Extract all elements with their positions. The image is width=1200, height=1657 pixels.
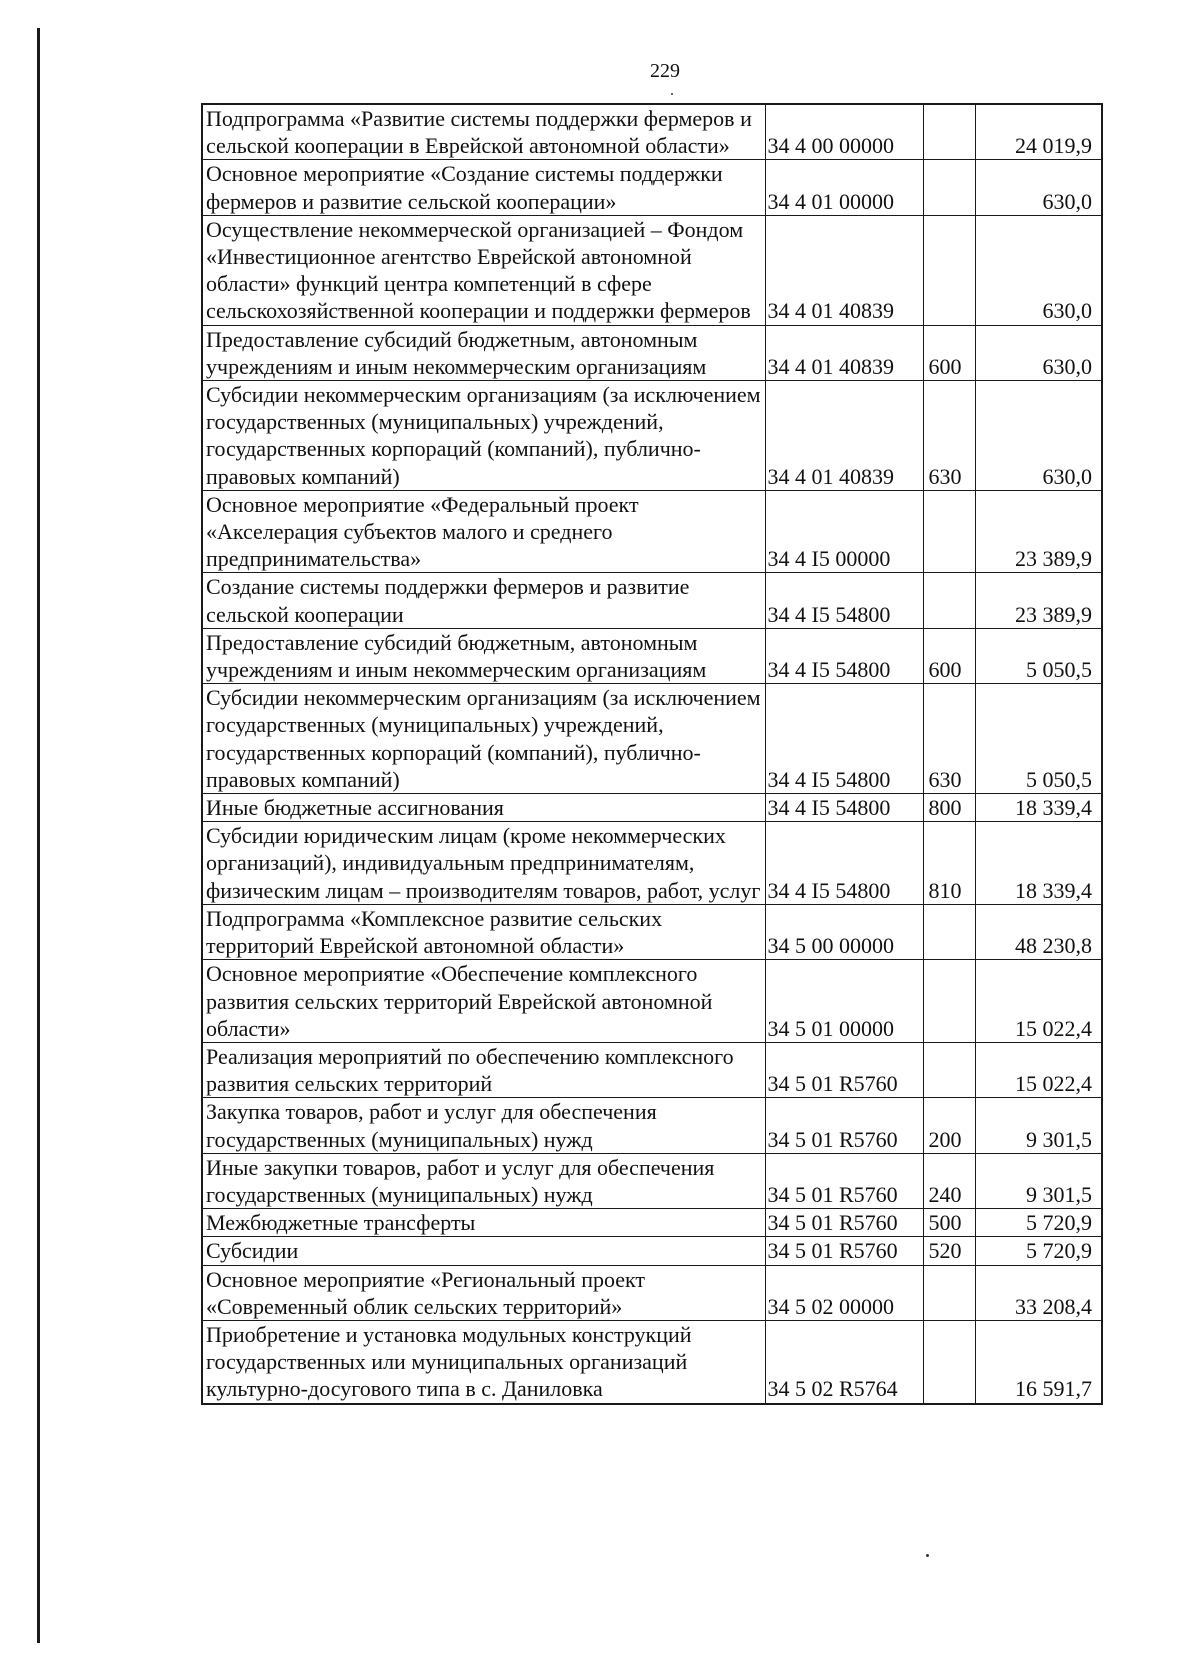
row-code: 34 4 01 40839	[765, 381, 923, 491]
row-name: Иные закупки товаров, работ и услуг для обеспечения государственных (муниципальных) нужд	[202, 1153, 765, 1208]
row-code: 34 5 01 R5760	[765, 1153, 923, 1208]
row-code: 34 4 I5 54800	[765, 822, 923, 905]
row-type	[923, 960, 975, 1043]
row-type	[923, 573, 975, 628]
row-type: 500	[923, 1209, 975, 1237]
row-code: 34 4 I5 00000	[765, 490, 923, 573]
row-code: 34 5 01 R5760	[765, 1209, 923, 1237]
row-type	[923, 1042, 975, 1097]
row-code: 34 5 00 00000	[765, 904, 923, 959]
row-type: 200	[923, 1098, 975, 1153]
row-name: Предоставление субсидий бюджетным, автономным учреждениям и иным некоммерческим организациям	[202, 325, 765, 380]
table-row	[202, 822, 1102, 905]
row-type	[923, 1320, 975, 1403]
table-row	[202, 628, 1102, 683]
table-row	[202, 1042, 1102, 1097]
table-row	[202, 794, 1102, 822]
row-type	[923, 904, 975, 959]
table-row	[202, 160, 1102, 215]
table-row	[202, 960, 1102, 1043]
row-amount: 15 022,4	[975, 960, 1102, 1043]
row-name: Основное мероприятие «Создание системы поддержки фермеров и развитие сельской кооперации»	[202, 160, 765, 215]
row-code: 34 4 01 00000	[765, 160, 923, 215]
table-row	[202, 904, 1102, 959]
row-amount: 15 022,4	[975, 1042, 1102, 1097]
row-amount: 9 301,5	[975, 1098, 1102, 1153]
row-name: Осуществление некоммерческой организацией – Фондом «Инвестиционное агентство Еврейской автономной области» функций центра компетенций в сфере сельскохозяйственной кооперации и поддержки фермеров	[202, 215, 765, 325]
scan-speck	[926, 1554, 929, 1557]
row-code: 34 4 I5 54800	[765, 794, 923, 822]
row-amount: 5 050,5	[975, 628, 1102, 683]
row-type	[923, 490, 975, 573]
row-name: Приобретение и установка модульных конструкций государственных или муниципальных организаций культурно-досугового типа в с. Даниловка	[202, 1320, 765, 1403]
table-row	[202, 1209, 1102, 1237]
page-number: 229	[650, 60, 680, 82]
table-row	[202, 104, 1102, 160]
table-row	[202, 1153, 1102, 1208]
row-code: 34 5 01 R5760	[765, 1098, 923, 1153]
row-code: 34 4 01 40839	[765, 325, 923, 380]
row-amount: 630,0	[975, 381, 1102, 491]
row-amount: 630,0	[975, 160, 1102, 215]
row-type: 240	[923, 1153, 975, 1208]
row-type	[923, 104, 975, 160]
row-name: Создание системы поддержки фермеров и развитие сельской кооперации	[202, 573, 765, 628]
row-name: Основное мероприятие «Федеральный проект «Акселерация субъектов малого и среднего предпринимательства»	[202, 490, 765, 573]
table-row	[202, 381, 1102, 491]
row-name: Основное мероприятие «Региональный проект «Современный облик сельских территорий»	[202, 1265, 765, 1320]
row-type: 630	[923, 684, 975, 794]
row-code: 34 5 01 00000	[765, 960, 923, 1043]
table-row	[202, 490, 1102, 573]
row-type	[923, 160, 975, 215]
row-code: 34 4 I5 54800	[765, 684, 923, 794]
row-name: Подпрограмма «Развитие системы поддержки фермеров и сельской кооперации в Еврейской автономной области»	[202, 104, 765, 160]
row-name: Предоставление субсидий бюджетным, автономным учреждениям и иным некоммерческим организациям	[202, 628, 765, 683]
table-row	[202, 325, 1102, 380]
row-amount: 630,0	[975, 325, 1102, 380]
table-row	[202, 1265, 1102, 1320]
scan-speck	[671, 93, 673, 95]
row-amount: 24 019,9	[975, 104, 1102, 160]
row-amount: 630,0	[975, 215, 1102, 325]
row-amount: 9 301,5	[975, 1153, 1102, 1208]
row-amount: 33 208,4	[975, 1265, 1102, 1320]
table-row	[202, 1237, 1102, 1265]
row-code: 34 4 00 00000	[765, 104, 923, 160]
row-type: 600	[923, 628, 975, 683]
row-name: Межбюджетные трансферты	[202, 1209, 765, 1237]
row-code: 34 5 02 00000	[765, 1265, 923, 1320]
row-name: Закупка товаров, работ и услуг для обеспечения государственных (муниципальных) нужд	[202, 1098, 765, 1153]
row-code: 34 4 I5 54800	[765, 628, 923, 683]
row-name: Подпрограмма «Комплексное развитие сельских территорий Еврейской автономной области»	[202, 904, 765, 959]
row-code: 34 5 01 R5760	[765, 1042, 923, 1097]
row-amount: 23 389,9	[975, 573, 1102, 628]
table-row	[202, 215, 1102, 325]
row-name: Субсидии юридическим лицам (кроме некоммерческих организаций), индивидуальным предпринимателям, физическим лицам – производителям товаров, работ, услуг	[202, 822, 765, 905]
row-type: 810	[923, 822, 975, 905]
table-row	[202, 684, 1102, 794]
row-type	[923, 215, 975, 325]
row-amount: 5 050,5	[975, 684, 1102, 794]
row-type: 520	[923, 1237, 975, 1265]
row-name: Реализация мероприятий по обеспечению комплексного развития сельских территорий	[202, 1042, 765, 1097]
binding-line	[37, 28, 40, 1643]
row-name: Субсидии некоммерческим организациям (за исключением государственных (муниципальных) учреждений, государственных корпораций (компаний), публично-правовых компаний)	[202, 684, 765, 794]
row-code: 34 5 01 R5760	[765, 1237, 923, 1265]
row-name: Основное мероприятие «Обеспечение комплексного развития сельских территорий Еврейской автономной области»	[202, 960, 765, 1043]
row-name: Иные бюджетные ассигнования	[202, 794, 765, 822]
row-code: 34 4 I5 54800	[765, 573, 923, 628]
row-type: 800	[923, 794, 975, 822]
row-amount: 18 339,4	[975, 794, 1102, 822]
row-type: 630	[923, 381, 975, 491]
row-amount: 18 339,4	[975, 822, 1102, 905]
row-type	[923, 1265, 975, 1320]
row-amount: 16 591,7	[975, 1320, 1102, 1403]
row-type: 600	[923, 325, 975, 380]
row-amount: 23 389,9	[975, 490, 1102, 573]
row-name: Субсидии некоммерческим организациям (за исключением государственных (муниципальных) учреждений, государственных корпораций (компаний), публично-правовых компаний)	[202, 381, 765, 491]
table-body	[202, 104, 1102, 1404]
table-row	[202, 1098, 1102, 1153]
row-code: 34 5 02 R5764	[765, 1320, 923, 1403]
row-amount: 5 720,9	[975, 1209, 1102, 1237]
row-name: Субсидии	[202, 1237, 765, 1265]
table-row	[202, 1320, 1102, 1403]
table-row	[202, 573, 1102, 628]
row-code: 34 4 01 40839	[765, 215, 923, 325]
row-amount: 48 230,8	[975, 904, 1102, 959]
budget-table	[201, 103, 1103, 1405]
row-amount: 5 720,9	[975, 1237, 1102, 1265]
